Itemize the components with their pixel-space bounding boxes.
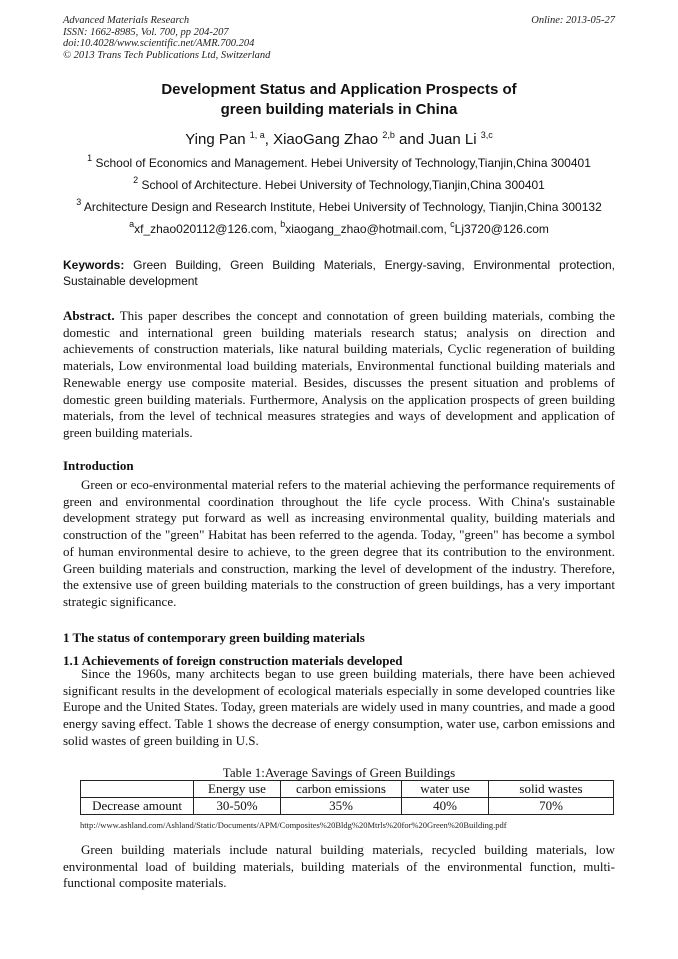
author-conjunction: and bbox=[399, 131, 425, 148]
table-header-cell: carbon emissions bbox=[281, 781, 402, 798]
introduction-text: Green or eco-environmental material refers to the material achieving the performance requirements of green and environmental coordination throughout the life cycle process. With China's sustainable development strategy put forward as well as increasing environmental quality, building materials and construction of the "green" Habitat has been referred to the agenda. Today, "green" has become a symbol of human environmental desire to achieve, to the green degree that its contribution to the environment. Green building materials and construction, marking the level of development of the industry. Therefore, the extensive use of green building materials to the construction of green buildings, has a very important strategic significance. bbox=[63, 477, 615, 609]
journal-header bbox=[63, 15, 270, 61]
author-superscript: 2,b bbox=[382, 130, 395, 140]
title-line-1: Development Status and Application Prospects of bbox=[161, 81, 517, 98]
table-1 bbox=[80, 780, 614, 815]
table-cell: 70% bbox=[489, 798, 614, 815]
affiliation-superscript: 1 bbox=[87, 153, 93, 163]
table-cell: Decrease amount bbox=[81, 798, 194, 815]
table-header-cell bbox=[81, 781, 194, 798]
table-cell: 40% bbox=[402, 798, 489, 815]
online-date: Online: 2013-05-27 bbox=[531, 15, 615, 26]
email-superscript: a bbox=[129, 219, 135, 229]
section-1-heading: 1 The status of contemporary green building materials bbox=[63, 630, 365, 645]
table-header-cell: water use bbox=[402, 781, 489, 798]
table-header-row bbox=[81, 781, 614, 798]
author-list: Ying Pan $^{1, a}$, XiaoGang Zhao $^{2,b}$ and Juan Li $^{3,c}$ bbox=[185, 130, 493, 148]
table-1-caption: Table 1:Average Savings of Green Buildings bbox=[222, 765, 456, 780]
affiliation-text: Architecture Design and Research Institute, Hebei University of Technology, Tianjin,China 300132 bbox=[83, 200, 602, 214]
doi-line: doi:10.4028/www.scientific.net/AMR.700.204 bbox=[63, 38, 255, 49]
author-name: Ying Pan bbox=[185, 131, 246, 148]
abstract bbox=[63, 308, 615, 442]
affiliation-text: School of Economics and Management. Hebei University of Technology,Tianjin,China 300401 bbox=[95, 156, 591, 170]
affiliation-text: School of Architecture. Hebei University of Technology,Tianjin,China 300401 bbox=[141, 178, 545, 192]
keywords-label: Keywords: bbox=[63, 258, 125, 272]
keywords bbox=[63, 258, 615, 289]
email-line bbox=[40, 221, 638, 237]
email-address: Lj3720@126.com bbox=[454, 222, 549, 236]
table-cell: 35% bbox=[281, 798, 402, 815]
email-superscript: b bbox=[280, 219, 286, 229]
paper-title bbox=[40, 80, 638, 120]
affiliation-2 bbox=[40, 177, 638, 193]
email-address: xf_zhao020112@126.com, bbox=[134, 222, 277, 236]
title-line-2: green building materials in China bbox=[220, 101, 458, 118]
section-1-1-heading: 1.1 Achievements of foreign construction materials developed bbox=[63, 653, 403, 668]
abstract-text: This paper describes the concept and connotation of green building materials, combing the domestic and international green building materials research status; analysis on direction and achievements of construction materials, like natural building materials, Cyclic regeneration of building materials, Low environmental load building materials, Environmental functional building materials and Renewable energy use composite material. Besides, discusses the present situation and problems of domestic green building materials. Furthermore, Analysis on the application prospects of green building materials, from the level of technical measures strategies and ways of development and application of green building materials. bbox=[63, 308, 616, 440]
author-name: Juan Li bbox=[428, 131, 477, 148]
table-cell: 30-50% bbox=[194, 798, 281, 815]
email-superscript: c bbox=[450, 219, 455, 229]
affiliation-superscript: 3 bbox=[76, 197, 82, 207]
email-address: xiaogang_zhao@hotmail.com, bbox=[285, 222, 447, 236]
author-superscript: 1, a bbox=[249, 130, 265, 140]
table-source-url[interactable]: http://www.ashland.com/Ashland/Static/Documents/APM/Composites%20Bldg%20Mtrls%20for%20Green%20Building.pdf bbox=[80, 820, 507, 830]
affiliation-1 bbox=[40, 155, 638, 171]
introduction-heading: Introduction bbox=[63, 458, 134, 473]
closing-paragraph: Green building materials include natural building materials, recycled building materials, low environmental load of building materials, building materials of the environmental function, multi-functional composite materials. bbox=[63, 842, 615, 891]
journal-name: Advanced Materials Research bbox=[63, 15, 190, 26]
table-row bbox=[81, 798, 614, 815]
table-header-cell: solid wastes bbox=[489, 781, 614, 798]
keywords-text: Green Building, Green Building Materials, Energy-saving, Environmental protection, Sustainable development bbox=[63, 258, 615, 288]
issn-line: ISSN: 1662-8985, Vol. 700, pp 204-207 bbox=[63, 26, 229, 38]
author-name: XiaoGang Zhao bbox=[273, 131, 379, 148]
affiliation-superscript: 2 bbox=[133, 175, 139, 185]
abstract-label: Abstract. bbox=[63, 308, 115, 323]
section-1-1-text: Since the 1960s, many architects began to use green building materials, there have been achieved significant results in the development of ecological materials especially in some developed countries like Europe and the United States. Today, green materials are widely used in many countries, and made a good energy saving effect. Table 1 shows the decrease of energy consumption, water use, carbon emissions and solid wastes of green building in U.S. bbox=[63, 666, 615, 748]
author-superscript: 3,c bbox=[480, 130, 493, 140]
affiliation-3 bbox=[40, 199, 638, 215]
copyright-line: © 2013 Trans Tech Publications Ltd, Switzerland bbox=[63, 49, 271, 61]
table-header-cell: Energy use bbox=[194, 781, 281, 798]
